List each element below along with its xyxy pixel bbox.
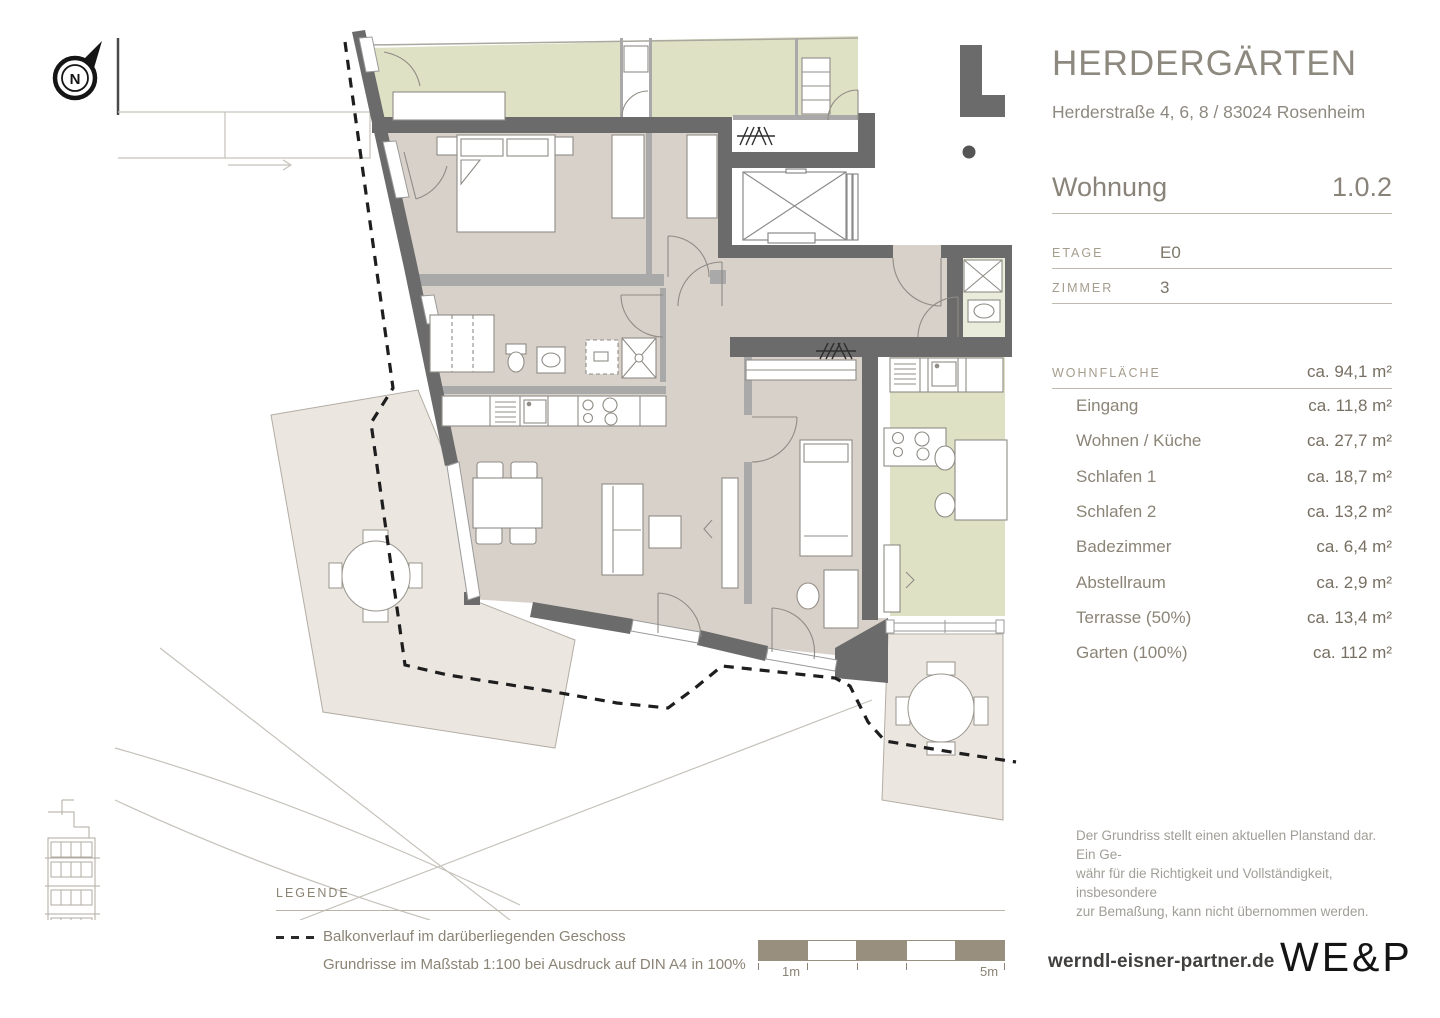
area-row-value: ca. 2,9 m² — [1316, 573, 1392, 592]
scale-tick — [807, 963, 808, 970]
area-row-value: ca. 13,2 m² — [1306, 502, 1392, 521]
north-arrow-icon — [55, 41, 102, 98]
area-row-value: ca. 6,4 m² — [1316, 537, 1392, 556]
area-row-label: Badezimmer — [1076, 537, 1172, 556]
wohnflaeche-label: WOHNFLÄCHE — [1052, 366, 1161, 380]
disclaimer-line: währ für die Richtigkeit und Vollständigkeit, insbesondere — [1076, 866, 1333, 900]
area-row-label: Schlafen 2 — [1076, 502, 1157, 521]
divider — [1052, 388, 1392, 389]
scale-segment — [758, 940, 807, 961]
neighbor-wall-fragment — [960, 45, 1005, 117]
area-row — [1052, 502, 1392, 526]
zimmer-value: 3 — [1160, 278, 1170, 297]
unit-label: Wohnung — [1052, 172, 1168, 202]
area-row-value: ca. 13,4 m² — [1306, 608, 1392, 627]
area-row — [1052, 396, 1392, 420]
area-row — [1052, 573, 1392, 597]
area-row — [1052, 537, 1392, 561]
area-row-label: Eingang — [1076, 396, 1139, 415]
area-row-label: Abstellraum — [1076, 573, 1166, 592]
wohnflaeche-value: ca. 94,1 m² — [1306, 362, 1392, 381]
area-row-label: Terrasse (50%) — [1076, 608, 1192, 627]
wep-logo: WE&P — [1280, 934, 1413, 980]
legend-rule — [276, 910, 1005, 911]
balcony-dash-icon — [276, 936, 314, 939]
scale-segment — [956, 940, 1005, 961]
legend-heading: LEGENDE — [276, 886, 350, 900]
website-url: werndl-eisner-partner.de — [1048, 951, 1275, 972]
scale-tick — [857, 963, 858, 970]
building-elevation-sketch — [45, 800, 110, 920]
project-title: HERDERGÄRTEN — [1052, 44, 1358, 83]
etage-value: E0 — [1160, 243, 1181, 262]
walkway — [225, 112, 370, 158]
scale-segment — [807, 940, 857, 961]
area-row-label: Schlafen 1 — [1076, 467, 1157, 486]
area-row — [1052, 643, 1392, 667]
divider — [1052, 213, 1392, 214]
scale-segment — [906, 940, 956, 961]
scale-tick — [906, 963, 907, 970]
project-address: Herderstraße 4, 6, 8 / 83024 Rosenheim — [1052, 102, 1366, 122]
scale-label-1m: 1m — [782, 964, 801, 979]
info-panel — [1052, 0, 1392, 1018]
terrace-right — [882, 634, 1003, 820]
unit-number: 1.0.2 — [1331, 172, 1392, 202]
entrance-arrow-icon — [228, 160, 291, 170]
divider — [1052, 268, 1392, 269]
area-row — [1052, 431, 1392, 455]
disclaimer — [1076, 826, 1396, 921]
scale-bar — [758, 940, 1005, 979]
scale-label-5m: 5m — [980, 964, 999, 979]
north-label: N — [69, 71, 81, 88]
etage-label: ETAGE — [1052, 246, 1104, 260]
area-row — [1052, 467, 1392, 491]
scale-tick — [758, 963, 759, 970]
scale-segment — [857, 940, 906, 961]
area-row-value: ca. 11,8 m² — [1308, 396, 1392, 415]
legend-scale-note: Grundrisse im Maßstab 1:100 bei Ausdruck auf DIN A4 in 100% — [323, 956, 746, 973]
divider — [1052, 303, 1392, 304]
area-row-value: ca. 18,7 m² — [1306, 467, 1392, 486]
area-row-value: ca. 27,7 m² — [1306, 431, 1392, 450]
area-row-label: Garten (100%) — [1076, 643, 1188, 662]
scale-tick — [1004, 963, 1005, 970]
site-dot — [963, 146, 976, 159]
elevator — [743, 169, 858, 243]
disclaimer-line: Der Grundriss stellt einen aktuellen Planstand dar. Ein Ge- — [1076, 828, 1377, 862]
disclaimer-line: zur Bemaßung, kann nicht übernommen werden. — [1076, 904, 1369, 919]
area-row-label: Wohnen / Küche — [1076, 431, 1202, 450]
zimmer-label: ZIMMER — [1052, 281, 1114, 295]
legend-balcony-label: Balkonverlauf im darüberliegenden Geschoss — [323, 928, 626, 945]
area-row-value: ca. 112 m² — [1312, 643, 1392, 662]
area-row — [1052, 608, 1392, 632]
